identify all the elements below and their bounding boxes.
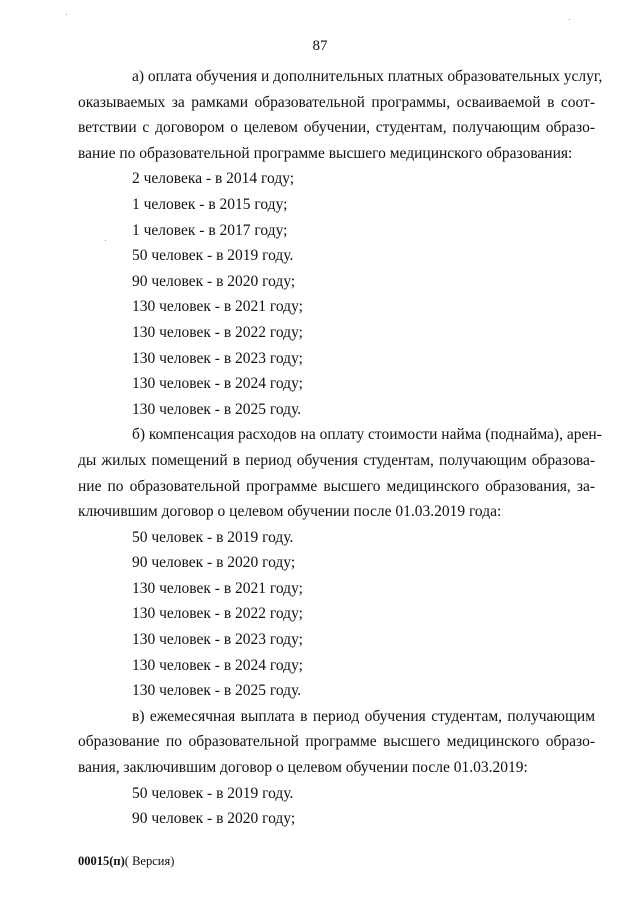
footer [78,854,174,869]
scan-speck [66,14,67,15]
document-body [78,64,603,832]
paragraph-b-line-2: ды жилых помещений в период обучения студентам, получающим образова- [78,451,595,469]
list-item: 90 человек - в 2020 году; [132,810,296,828]
list-item: 130 человек - в 2022 году; [132,323,303,341]
list-item: 50 человек - в 2019 году. [132,528,294,546]
paragraph-a-line-1: а) оплата обучения и дополнительных платных образовательных услуг, [132,68,603,85]
paragraph-a-line-3: ветствии с договором о целевом обучении, студентам, получающим образо- [78,119,595,137]
list-item: 90 человек - в 2020 году; [132,554,296,572]
list-item: 130 человек - в 2021 году; [132,298,303,316]
paragraph-c-line-1: в) ежемесячная выплата в период обучения студентам, получающим [132,707,595,725]
list-item: 50 человек - в 2019 году. [132,784,294,802]
list-item: 130 человек - в 2024 году; [132,656,303,674]
list-item: 1 человек - в 2017 году; [132,221,288,239]
document-version: ( Версия) [124,854,175,868]
list-item: 130 человек - в 2023 году; [132,631,303,649]
list-item: 130 человек - в 2025 году. [132,400,302,418]
list-item: 50 человек - в 2019 году. [132,247,294,265]
paragraph-c-line-3: вания, заключившим договор о целевом обучении после 01.03.2019: [78,759,528,777]
list-item: 130 человек - в 2024 году; [132,375,303,393]
paragraph-c-line-2: образование по образовательной программе высшего медицинского образо- [78,733,595,751]
list-item: 130 человек - в 2021 году; [132,579,303,597]
document-code: 00015(п) [78,854,125,868]
paragraph-a-line-4: вание по образовательной программе высшего медицинского образования: [78,144,573,162]
list-item: 130 человек - в 2022 году; [132,605,303,623]
list-item: 130 человек - в 2025 году. [132,682,302,700]
scan-speck [105,240,106,241]
list-item: 90 человек - в 2020 году; [132,272,296,290]
paragraph-b-line-3: ние по образовательной программе высшего медицинского образования, за- [78,477,595,495]
list-item: 1 человек - в 2015 году; [132,195,288,213]
list-item: 130 человек - в 2023 году; [132,349,303,367]
list-item: 2 человека - в 2014 году; [132,170,295,188]
paragraph-b-line-4: ключившим договор о целевом обучении после 01.03.2019 года: [78,503,502,521]
paragraph-b-line-1: б) компенсация расходов на оплату стоимости найма (поднайма), арен- [132,426,602,444]
paragraph-a-line-2: оказываемых за рамками образовательной программы, осваиваемой в соот- [78,93,595,111]
scan-speck [569,19,570,20]
page-number: 87 [312,38,328,54]
